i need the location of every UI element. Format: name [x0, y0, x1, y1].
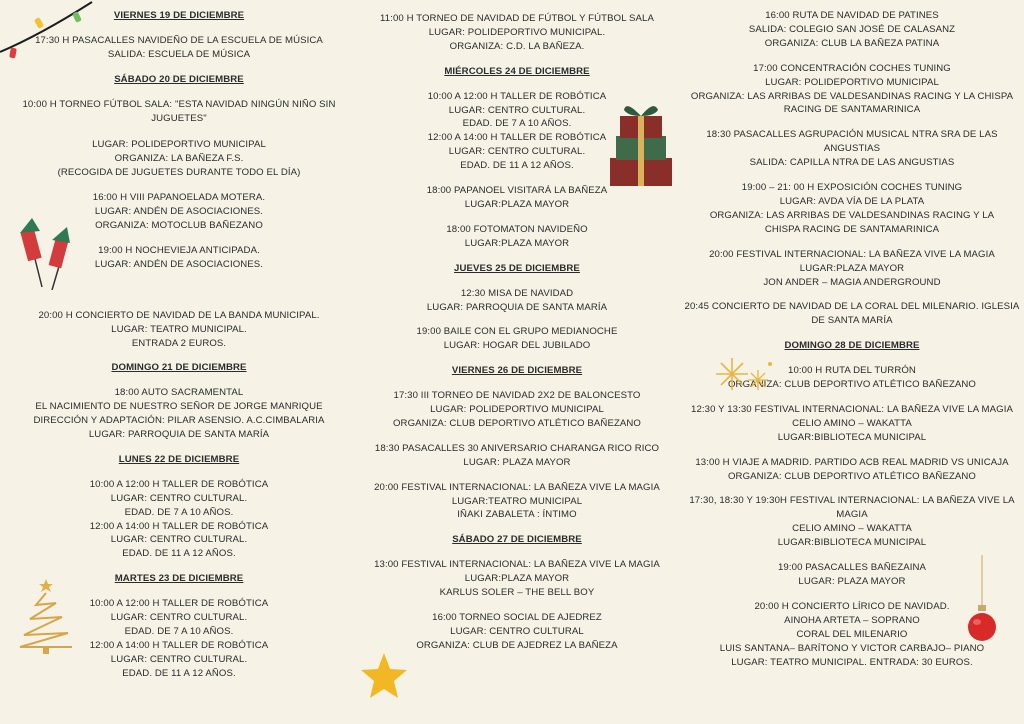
event-line: SALIDA: CAPILLA NTRA DE LAS ANGUSTIAS	[749, 157, 955, 169]
event-spacer	[18, 125, 340, 138]
day-heading: MARTES 23 DE DICIEMBRE	[114, 573, 244, 585]
event-line: ORGANIZA: CLUB DEPORTIVO ATLÉTICO BAÑEZANO	[393, 417, 641, 429]
event-line: 12:00 A 14:00 H TALLER DE ROBÓTICA	[427, 132, 607, 144]
event-line: 19:00 PASACALLES BAÑEZAINA	[778, 562, 926, 574]
event-line: 20:00 H CONCIERTO LÍRICO DE NAVIDAD.	[754, 600, 950, 612]
event-block	[352, 611, 682, 653]
event-line: LUGAR: ANDÉN DE ASOCIACIONES.	[94, 206, 264, 218]
event-block	[684, 456, 1020, 484]
event-line: 20:45 CONCIERTO DE NAVIDAD DE LA CORAL DEL MILENARIO. IGLESIA	[684, 301, 1020, 313]
event-line: DIRECCIÓN Y ADAPTACIÓN: PILAR ASENSIO. A.C.CIMBALARIA	[33, 415, 325, 427]
event-line: LUGAR:BIBLIOTECA MUNICIPAL	[777, 431, 927, 443]
event-block	[352, 558, 682, 600]
event-line: LUGAR:TEATRO MUNICIPAL	[451, 495, 583, 507]
event-line: 12:30 MISA DE NAVIDAD	[460, 287, 574, 299]
event-line: LUGAR: HOGAR DEL JUBILADO	[443, 340, 591, 352]
event-block	[18, 98, 340, 181]
event-line: ORGANIZA: MOTOCLUB BAÑEZANO	[95, 219, 263, 231]
event-line: ORGANIZA: C.D. LA BAÑEZA.	[449, 40, 585, 52]
event-block	[684, 300, 1020, 328]
event-block	[352, 223, 682, 251]
event-line: 10:00 H RUTA DEL TURRÓN	[788, 365, 916, 377]
christmas-tree-icon	[16, 577, 76, 657]
event-line: LUGAR: CENTRO CULTURAL.	[110, 492, 248, 504]
event-line: 20:00 FESTIVAL INTERNACIONAL: LA BAÑEZA VIVE LA MAGIA	[709, 248, 995, 260]
event-block	[352, 481, 682, 523]
event-line: EDAD. DE 11 A 12 AÑOS.	[122, 548, 236, 560]
event-block	[684, 9, 1020, 51]
event-block	[352, 389, 682, 431]
event-line: MAGIA	[836, 509, 868, 521]
event-line: RACING DE SANTAMARINICA	[783, 104, 921, 116]
event-block	[352, 325, 682, 353]
event-line: CELIO AMINO – WAKATTA	[792, 523, 912, 535]
event-line: 18:00 PAPANOEL VISITARÁ LA BAÑEZA	[426, 185, 608, 197]
event-line: ORGANIZA: CLUB LA BAÑEZA PATINA	[764, 37, 940, 49]
event-line: ORGANIZA: LA BAÑEZA F.S.	[114, 153, 244, 165]
event-line: 17:30 H PASACALLES NAVIDEÑO DE LA ESCUELA DE MÚSICA	[35, 34, 323, 46]
event-line: LUGAR: ANDÉN DE ASOCIACIONES.	[94, 258, 264, 270]
day-heading: SÁBADO 27 DE DICIEMBRE	[452, 534, 582, 546]
day-heading: SÁBADO 20 DE DICIEMBRE	[114, 73, 244, 85]
event-line: JUGUETES"	[151, 112, 207, 124]
event-line: LUGAR: PLAZA MAYOR	[463, 456, 571, 468]
event-block	[684, 128, 1020, 170]
event-block	[684, 248, 1020, 290]
gift-stack-icon	[606, 96, 676, 188]
event-line: SALIDA: COLEGIO SAN JOSÉ DE CALASANZ	[748, 23, 956, 35]
event-line: 13:00 FESTIVAL INTERNACIONAL: LA BAÑEZA VIVE LA MAGIA	[374, 559, 660, 571]
event-line: LUGAR:PLAZA MAYOR	[464, 573, 570, 585]
event-line: LUGAR: CENTRO CULTURAL.	[110, 612, 248, 624]
event-line: CELIO AMINO – WAKATTA	[792, 417, 912, 429]
event-line: 18:00 FOTOMATON NAVIDEÑO	[446, 223, 588, 235]
event-line: EDAD. DE 7 A 10 AÑOS.	[124, 626, 234, 637]
event-line: CHISPA RACING DE SANTAMARINICA	[764, 223, 940, 235]
event-line: IÑAKI ZABALETA : ÍNTIMO	[457, 509, 577, 521]
event-line: LUGAR:PLAZA MAYOR	[799, 262, 905, 274]
event-line: SALIDA: ESCUELA DE MÚSICA	[107, 48, 251, 60]
event-line: 18:30 PASACALLES 30 ANIVERSARIO CHARANGA RICO RICO	[374, 442, 660, 454]
event-line: LUGAR: CENTRO CULTURAL.	[448, 146, 586, 158]
event-line: EDAD. DE 7 A 10 AÑOS.	[124, 506, 234, 518]
day-heading: JUEVES 25 DE DICIEMBRE	[454, 262, 580, 274]
event-line: 10:00 A 12:00 H TALLER DE ROBÓTICA	[89, 478, 269, 490]
event-line: 19:00 H NOCHEVIEJA ANTICIPADA.	[98, 244, 260, 256]
event-line: 18:30 PASACALLES AGRUPACIÓN MUSICAL NTRA SRA DE LAS	[706, 129, 998, 141]
event-line: LUGAR: POLIDEPORTIVO MUNICIPAL	[92, 139, 266, 151]
firework-rockets-icon	[14, 215, 74, 290]
event-line: 17:30, 18:30 Y 19:30H FESTIVAL INTERNACIONAL: LA BAÑEZA VIVE LA	[689, 495, 1015, 507]
event-line: LUGAR: CENTRO CULTURAL	[450, 625, 584, 637]
ornament-bauble-icon	[962, 555, 1002, 645]
event-line: 12:00 A 14:00 H TALLER DE ROBÓTICA	[89, 639, 269, 651]
event-line: EL NACIMIENTO DE NUESTRO SEÑOR DE JORGE MANRIQUE	[35, 401, 323, 413]
event-line: AINOHA ARTETA – SOPRANO	[784, 614, 920, 626]
event-line: ORGANIZA: CLUB DEPORTIVO ATLÉTICO BAÑEZANO	[728, 470, 976, 482]
event-line: ORGANIZA: LAS ARRIBAS DE VALDESANDINAS RACING Y LA	[709, 209, 995, 221]
day-heading: VIERNES 19 DE DICIEMBRE	[113, 10, 245, 21]
event-line: ORGANIZA: CLUB DE AJEDREZ LA BAÑEZA	[416, 639, 618, 651]
event-line: 20:00 FESTIVAL INTERNACIONAL: LA BAÑEZA VIVE LA MAGIA	[374, 481, 660, 493]
event-block	[352, 12, 682, 54]
event-line: LUGAR: CENTRO CULTURAL.	[110, 653, 248, 665]
event-line: LUGAR: PARROQUIA DE SANTA MARÍA	[426, 301, 608, 313]
day-heading: DOMINGO 21 DE DICIEMBRE	[111, 362, 247, 374]
event-line: LUGAR: TEATRO MUNICIPAL.	[111, 323, 247, 335]
event-line: LUGAR: TEATRO MUNICIPAL. ENTRADA: 30 EUROS.	[731, 656, 973, 668]
event-line: 10:00 A 12:00 H TALLER DE ROBÓTICA	[89, 598, 269, 610]
event-line: 18:00 AUTO SACRAMENTAL	[114, 387, 244, 399]
event-line: EDAD. DE 7 A 10 AÑOS.	[462, 118, 572, 130]
event-line: 19:00 BAILE CON EL GRUPO MEDIANOCHE	[416, 326, 618, 338]
event-line: LUGAR: PLAZA MAYOR	[798, 576, 906, 587]
day-heading: LUNES 22 DE DICIEMBRE	[118, 453, 240, 465]
event-line: LUGAR:PLAZA MAYOR	[464, 237, 570, 249]
event-line: ORGANIZA: LAS ARRIBAS DE VALDESANDINAS RACING Y LA CHISPA	[690, 90, 1014, 102]
event-line: 12:30 Y 13:30 FESTIVAL INTERNACIONAL: LA BAÑEZA VIVE LA MAGIA	[691, 403, 1013, 415]
event-line: LUGAR:BIBLIOTECA MUNICIPAL	[777, 537, 927, 549]
event-line: 20:00 H CONCIERTO DE NAVIDAD DE LA BANDA MUNICIPAL.	[38, 309, 320, 321]
event-line: 17:30 III TORNEO DE NAVIDAD 2X2 DE BALONCESTO	[393, 390, 641, 402]
string-lights-icon	[0, 0, 100, 70]
event-block	[684, 494, 1020, 550]
event-line: 16:00 H VIII PAPANOELADA MOTERA.	[92, 192, 266, 204]
event-line: ENTRADA 2 EUROS.	[131, 337, 227, 349]
event-line: 19:00 – 21: 00 H EXPOSICIÓN COCHES TUNING	[741, 182, 963, 194]
day-heading: VIERNES 26 DE DICIEMBRE	[451, 365, 583, 377]
event-line: KARLUS SOLER – THE BELL BOY	[439, 587, 595, 599]
event-line: 16:00 RUTA DE NAVIDAD DE PATINES	[765, 10, 939, 21]
event-block	[684, 403, 1020, 445]
event-line: EDAD. DE 11 A 12 AÑOS.	[122, 667, 236, 679]
event-line: LUGAR:PLAZA MAYOR	[464, 198, 570, 210]
event-block	[352, 287, 682, 315]
event-line: ORGANIZA: CLUB DEPORTIVO ATLÉTICO BAÑEZANO	[728, 379, 976, 391]
event-line: LUGAR: AVDA VÍA DE LA PLATA	[779, 195, 925, 207]
day-heading: DOMINGO 28 DE DICIEMBRE	[784, 340, 920, 352]
event-line: ANGUSTIAS	[823, 143, 881, 155]
event-line: EDAD. DE 11 A 12 AÑOS.	[460, 160, 574, 172]
event-line: JON ANDER – MAGIA ANDERGROUND	[763, 276, 941, 288]
event-line: DE SANTA MARÍA	[811, 315, 893, 327]
event-line: LUGAR: POLIDEPORTIVO MUNICIPAL	[765, 76, 939, 88]
event-block	[352, 184, 682, 212]
event-block	[18, 478, 340, 561]
event-block	[684, 62, 1020, 118]
star-icon	[359, 651, 409, 701]
event-line: 13:00 H VIAJE A MADRID. PARTIDO ACB REAL MADRID VS UNICAJA	[695, 456, 1009, 468]
event-block	[18, 309, 340, 351]
event-block	[684, 181, 1020, 237]
event-block	[18, 386, 340, 442]
event-line: 10:00 H TORNEO FÚTBOL SALA: "ESTA NAVIDAD NINGÚN NIÑO SIN	[22, 98, 336, 110]
event-block	[352, 442, 682, 470]
event-line: LUGAR: POLIDEPORTIVO MUNICIPAL	[430, 404, 604, 416]
snowflakes-icon	[712, 356, 774, 394]
event-line: LUIS SANTANA– BARÍTONO Y VICTOR CARBAJO– PIANO	[719, 642, 985, 654]
event-line: LUGAR: CENTRO CULTURAL.	[110, 534, 248, 546]
event-line: LUGAR: PARROQUIA DE SANTA MARÍA	[88, 429, 270, 441]
day-heading: MIÉRCOLES 24 DE DICIEMBRE	[444, 65, 590, 77]
event-line: LUGAR: CENTRO CULTURAL.	[448, 104, 586, 116]
event-line: 12:00 A 14:00 H TALLER DE ROBÓTICA	[89, 520, 269, 532]
event-line: 11:00 H TORNEO DE NAVIDAD DE FÚTBOL Y FÚTBOL SALA	[380, 13, 654, 24]
event-line: 17:00 CONCENTRACIÓN COCHES TUNING	[753, 62, 951, 74]
event-line: LUGAR: POLIDEPORTIVO MUNICIPAL.	[428, 26, 606, 38]
event-line: 16:00 TORNEO SOCIAL DE AJEDREZ	[432, 612, 602, 623]
event-line: (RECOGIDA DE JUGUETES DURANTE TODO EL DÍA)	[57, 167, 301, 179]
event-line: 10:00 A 12:00 H TALLER DE ROBÓTICA	[427, 90, 607, 102]
event-line: CORAL DEL MILENARIO	[796, 628, 908, 640]
